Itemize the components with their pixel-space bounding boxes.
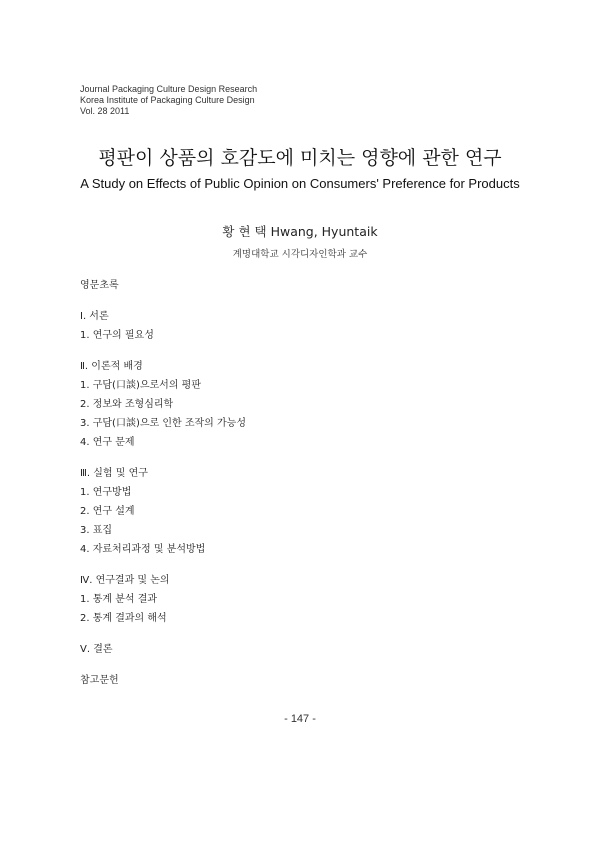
journal-publisher: Korea Institute of Packaging Culture Design (80, 95, 255, 105)
author-name: 황 현 택 Hwang, Hyuntaik (222, 224, 378, 239)
toc-section-heading: Ⅲ. 실험 및 연구 (80, 468, 148, 479)
toc-references: 참고문헌 (80, 675, 119, 686)
journal-volume: Vol. 28 2011 (80, 106, 130, 116)
author-affiliation: 계명대학교 시각디자인학과 교수 (232, 249, 368, 260)
page-number: - 147 - (284, 713, 316, 725)
toc-section-heading: Ⅴ. 결론 (80, 644, 113, 655)
toc-item: 3. 구담(口談)으로 인한 조작의 가능성 (80, 418, 246, 429)
journal-header (80, 84, 257, 117)
table-of-contents (80, 270, 246, 690)
toc-item: 1. 연구방법 (80, 487, 132, 498)
toc-item: 1. 구담(口談)으로서의 평판 (80, 380, 201, 391)
toc-section-heading: Ⅳ. 연구결과 및 논의 (80, 575, 170, 586)
toc-item: 2. 연구 설계 (80, 506, 135, 517)
toc-item: 4. 연구 문제 (80, 437, 135, 448)
toc-item: 3. 표집 (80, 525, 113, 536)
paper-title-english: A Study on Effects of Public Opinion on Consumers' Preference for Products (80, 176, 520, 191)
toc-section-heading: Ⅰ. 서론 (80, 311, 109, 322)
toc-item: 1. 연구의 필요성 (80, 330, 154, 341)
paper-title-korean: 평판이 상품의 호감도에 미치는 영향에 관한 연구 (98, 147, 502, 169)
toc-abstract: 영문초록 (80, 280, 119, 291)
toc-section-heading: Ⅱ. 이론적 배경 (80, 361, 143, 372)
toc-item: 4. 자료처리과정 및 분석방법 (80, 544, 206, 555)
toc-item: 2. 통계 결과의 해석 (80, 613, 167, 624)
journal-name: Journal Packaging Culture Design Research (80, 84, 258, 94)
toc-item: 2. 정보와 조형심리학 (80, 399, 174, 410)
toc-item: 1. 통계 분석 결과 (80, 594, 158, 605)
